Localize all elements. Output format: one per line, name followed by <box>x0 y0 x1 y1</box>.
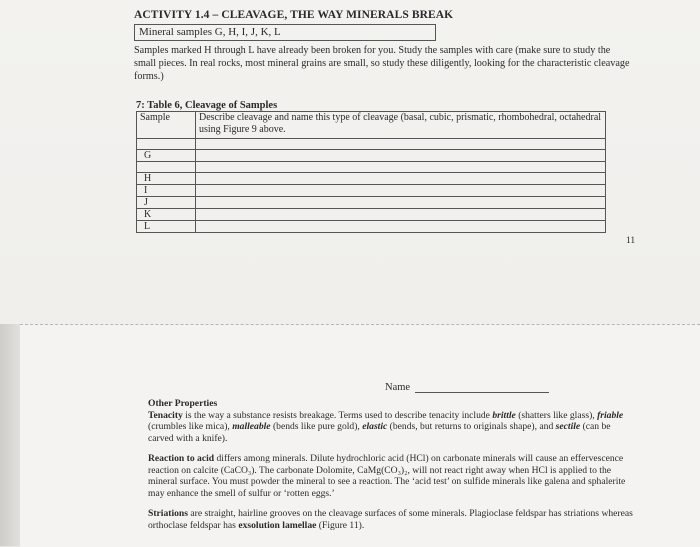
striations-text-1: are straight, hairline grooves on the cleavage surfaces of some minerals. Plagioclase feldspar has striations whereas orthoclase feldspar has <box>148 508 633 531</box>
answer-cell[interactable] <box>196 173 606 185</box>
brittle-term: brittle <box>492 409 516 421</box>
answer-cell[interactable] <box>196 185 606 197</box>
other-properties-heading: Other Properties <box>148 398 218 409</box>
table-row <box>137 150 606 162</box>
tenacity-text-2: (shatters like glass), <box>515 409 598 421</box>
tenacity-text-5: (bends, but returns to originals shape), and <box>387 421 556 432</box>
sample-label: L <box>137 221 196 233</box>
acid-text: differs among minerals. Dilute hydrochloric acid (HCl) on carbonate minerals will cause an effervescence reaction on calcite (CaCO₃). The carbonate Dolomite, CaMg(CO₃)₂, will not react right away when HCl is applied to the mineral surface. You must powder the mineral to see a reaction. The ‘acid test’ on sulfide minerals like galena and sphalerite may enhance the smell of sulfur or ‘rotten eggs.’ <box>148 453 626 499</box>
elastic-term: elastic <box>362 421 388 432</box>
answer-cell[interactable] <box>196 209 606 221</box>
tenacity-text-4: (bends like pure gold), <box>270 421 363 432</box>
answer-cell[interactable] <box>196 221 606 233</box>
other-properties-section <box>148 398 634 540</box>
page-number: 11 <box>626 236 636 246</box>
sample-label: G <box>137 150 196 162</box>
table-row <box>137 197 606 209</box>
striations-paragraph <box>148 508 634 531</box>
striations-text-2: (Figure 11). <box>316 519 365 531</box>
sample-column-header: Sample <box>137 112 196 139</box>
table-caption: 7: Table 6, Cleavage of Samples <box>136 100 278 111</box>
sample-label: K <box>137 209 196 221</box>
table-row <box>137 139 606 150</box>
table-row <box>137 162 606 173</box>
page-edge-shadow <box>0 324 20 546</box>
activity-title: ACTIVITY 1.4 – CLEAVAGE, THE WAY MINERALS BREAK <box>134 9 454 21</box>
friable-term: friable <box>597 409 624 421</box>
samples-box: Mineral samples G, H, I, J, K, L <box>134 24 436 41</box>
acid-term: Reaction to acid <box>148 453 215 464</box>
striations-term: Striations <box>148 508 188 519</box>
table-row <box>137 221 606 233</box>
lamellae-term: exsolution lamellae <box>238 519 317 531</box>
sample-label: H <box>137 173 196 185</box>
name-line[interactable] <box>415 392 549 393</box>
tenacity-text-1: is the way a substance resists breakage. Terms used to describe tenacity include <box>182 409 493 421</box>
table-header-row <box>137 112 606 139</box>
malleable-term: malleable <box>232 421 271 432</box>
tenacity-term: Tenacity <box>148 409 183 421</box>
sectile-term: sectile <box>555 421 581 432</box>
table-row <box>137 173 606 185</box>
sample-label: J <box>137 197 196 209</box>
acid-paragraph <box>148 453 634 499</box>
answer-cell[interactable] <box>196 150 606 162</box>
table-row <box>137 185 606 197</box>
tenacity-text-3: (crumbles like mica), <box>148 421 233 432</box>
cleavage-table <box>136 111 606 233</box>
name-label: Name <box>385 382 411 393</box>
answer-cell[interactable] <box>196 197 606 209</box>
tenacity-text-6: (can be carved with a knife). <box>148 421 611 444</box>
tenacity-paragraph <box>148 410 634 445</box>
intro-paragraph: Samples marked H through L have already been broken for you. Study the samples with care (make sure to study the small pieces. In real rocks, most mineral grains are small, so study these diligently, looking for the characteristic cleavage forms.) <box>134 45 630 82</box>
description-column-header: Describe cleavage and name this type of cleavage (basal, cubic, prismatic, rhombohedral, octahedral using Figure 9 above. <box>196 112 606 139</box>
table-row <box>137 209 606 221</box>
sample-label: I <box>137 185 196 197</box>
